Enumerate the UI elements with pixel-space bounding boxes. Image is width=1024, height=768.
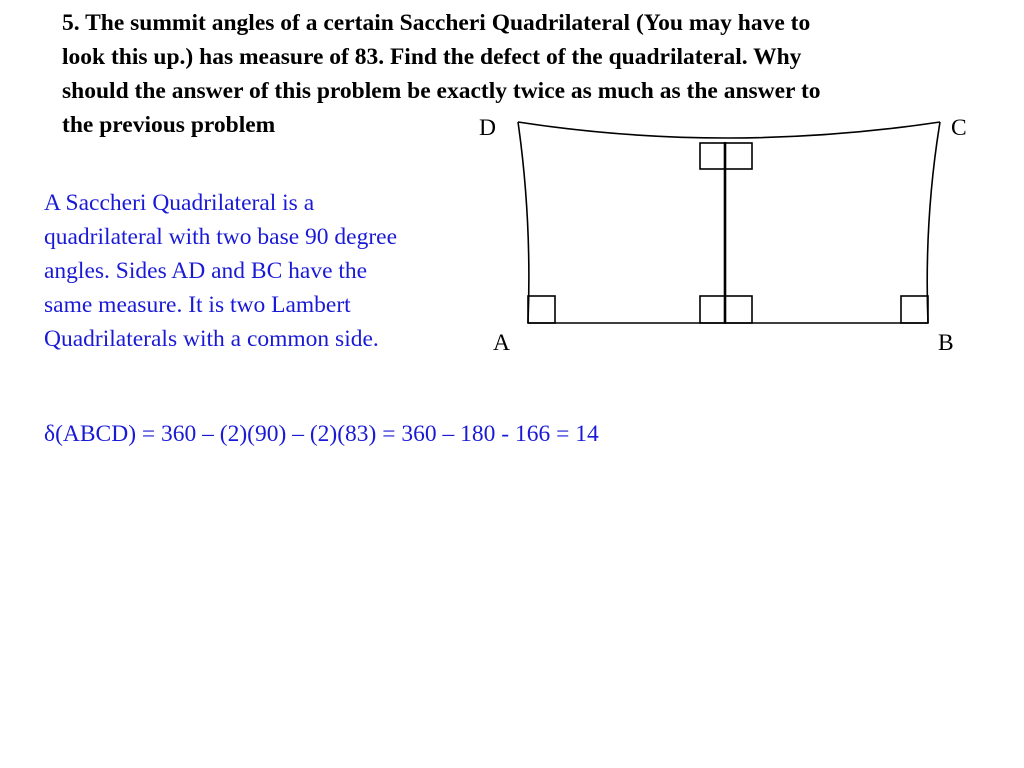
vertex-label-d: D	[479, 115, 496, 141]
saccheri-definition	[44, 186, 484, 356]
problem-line-2: look this up.) has measure of 83. Find the defect of the quadrilateral. Why	[62, 44, 802, 70]
right-angle-mark-bottom-left	[700, 296, 725, 323]
problem-line-3: should the answer of this problem be exactly twice as much as the answer to	[62, 78, 821, 104]
side-bc	[927, 122, 940, 323]
summit-dc	[518, 122, 940, 138]
right-angle-mark-top-right	[725, 143, 752, 169]
problem-line-1: 5. The summit angles of a certain Saccheri Quadrilateral (You may have to	[62, 10, 811, 36]
vertex-label-a: A	[493, 330, 510, 356]
right-angle-mark-bottom-right	[725, 296, 752, 323]
vertex-label-b: B	[938, 330, 954, 356]
defect-formula: δ(ABCD) = 360 – (2)(90) – (2)(83) = 360 – 180 - 166 = 14	[44, 421, 599, 447]
side-ad	[518, 122, 529, 323]
right-angle-mark-top-left	[700, 143, 725, 169]
right-angle-mark-b	[901, 296, 928, 323]
problem-line-4: the previous problem	[62, 112, 276, 138]
vertex-label-c: C	[951, 115, 967, 141]
definition-line-5: Quadrilaterals with a common side.	[44, 326, 379, 352]
definition-line-1: A Saccheri Quadrilateral is a	[44, 190, 315, 216]
saccheri-quadrilateral-diagram	[470, 100, 990, 370]
right-angle-mark-a	[528, 296, 555, 323]
definition-line-3: angles. Sides AD and BC have the	[44, 258, 368, 284]
definition-line-2: quadrilateral with two base 90 degree	[44, 224, 398, 250]
definition-line-4: same measure. It is two Lambert	[44, 292, 351, 318]
